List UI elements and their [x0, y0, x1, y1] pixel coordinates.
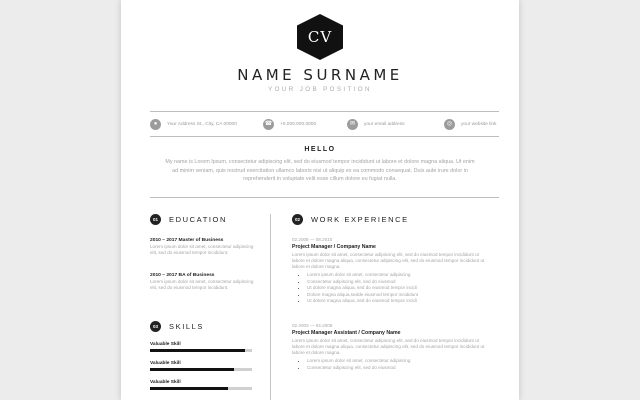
skill-item [150, 342, 252, 352]
contact-address-text: Your Address St., City, CA 00000 [167, 122, 237, 127]
column-divider [270, 214, 271, 400]
hello-text: My name is Lorem Ipsum, consectetur adipiscing elit, sed do eiusmod tempor incididunt ut labore et dolore magna aliqua. Ut enim ad minim veniam, quis nostrud exercitation ullamco laboris nisi ut aliquip ex ea commodo consequat. Duis aute irure dolor in reprehenderit in voluptate velit esse cillum dolore eu fugiat nulla. [165, 159, 475, 183]
job-description: Lorem ipsum dolor sit amet, consectetur adipiscing elit, sed do eiusmod tempor incididunt ut labore et dolore magna aliqua, consectetur adipiscing elit, sed do eiusmod tempor incididunt ut labore et dolore magna. [292, 337, 485, 355]
skill-item [150, 380, 252, 390]
education-heading: EDUCATION [169, 215, 228, 224]
phone-icon: ☎ [263, 119, 274, 130]
skill-bar-fill [150, 387, 228, 390]
job-bullet: • Consectetur adipiscing elit, sed do eiusmod [307, 279, 492, 286]
candidate-name: NAME SURNAME [237, 66, 403, 84]
job-title: Project Manager / Company Name [292, 243, 376, 250]
skill-bar-fill [150, 368, 234, 371]
skill-item [150, 361, 252, 371]
skill-bar [150, 387, 252, 390]
skill-label: Valuable Skill [150, 380, 181, 385]
divider-contacts [150, 136, 499, 137]
resume-page [121, 0, 519, 400]
job-bullet: • Lorem ipsum dolor sit amet, consectetur adipiscing [307, 272, 492, 279]
contact-website [444, 119, 496, 130]
job-entry [292, 323, 492, 371]
job-title: Project Manager Assistant / Company Name [292, 329, 401, 336]
job-bullet: • Consectetur adipiscing elit, sed do eiusmod [307, 365, 492, 372]
job-entry [292, 237, 492, 305]
skill-label: Valuable Skill [150, 361, 181, 366]
email-icon: ✉ [347, 119, 358, 130]
contact-email-text: your email address [364, 122, 405, 127]
education-item-desc: Lorem ipsum dolor sit amet, consectetur adipiscing elit, sed do eiusmod tempor incididunt. [150, 279, 254, 291]
education-item [150, 273, 260, 291]
job-dates: 02.2008 — 08.2010 [292, 237, 333, 242]
education-number-icon: 01 [150, 214, 161, 225]
hello-heading: HELLO [304, 146, 336, 153]
skill-label: Valuable Skill [150, 342, 181, 347]
skills-heading: SKILLS [169, 322, 205, 331]
contact-website-text: your website link [461, 122, 497, 127]
contact-address [150, 119, 237, 130]
divider-top [150, 111, 499, 112]
education-item-desc: Lorem ipsum dolor sit amet, consectetur adipiscing elit, sed do eiusmod tempor incididunt. [150, 244, 254, 256]
contact-email [347, 119, 405, 130]
education-item-title: 2010 – 2017 Master of Business [150, 238, 224, 243]
globe-icon: ◎ [444, 119, 455, 130]
job-bullet: • Ut dolore magna aliqua, sed do eiusmod tempor incidi [307, 285, 492, 292]
monogram-text: CV [307, 28, 333, 46]
experience-heading: WORK EXPERIENCE [311, 215, 409, 224]
job-bullet: • Dolore magna aliqua,sedde eiusmod tempor incididunt [307, 292, 492, 299]
skill-bar [150, 349, 252, 352]
experience-number-icon: 02 [292, 214, 303, 225]
job-bullet: • Ut dolore magna aliqua, sed do eiusmod tempor incidi [307, 298, 492, 305]
job-bullets [292, 272, 492, 305]
skill-bar-fill [150, 349, 245, 352]
location-icon: ● [150, 119, 161, 130]
job-bullets [292, 358, 492, 371]
divider-hello [150, 197, 499, 198]
job-position: YOUR JOB POSITION [268, 86, 372, 93]
education-item-title: 2010 – 2017 BA of Business [150, 273, 215, 278]
job-description: Lorem ipsum dolor sit amet, consectetur adipiscing elit, sed do eiusmod tempor incididunt ut labore et dolore magna aliqua, consectetur adipiscing elit, sed do eiusmod tempor incididunt ut labore et dolore magna. [292, 251, 485, 269]
education-item [150, 238, 260, 256]
skill-bar [150, 368, 252, 371]
job-bullet: • Lorem ipsum dolor sit amet, consectetur adipiscing [307, 358, 492, 365]
job-dates: 02.2003 — 04.2008 [292, 323, 333, 328]
contact-phone [263, 119, 316, 130]
skills-number-icon: 03 [150, 321, 161, 332]
contact-phone-text: +0.000.000.0000 [280, 122, 317, 127]
